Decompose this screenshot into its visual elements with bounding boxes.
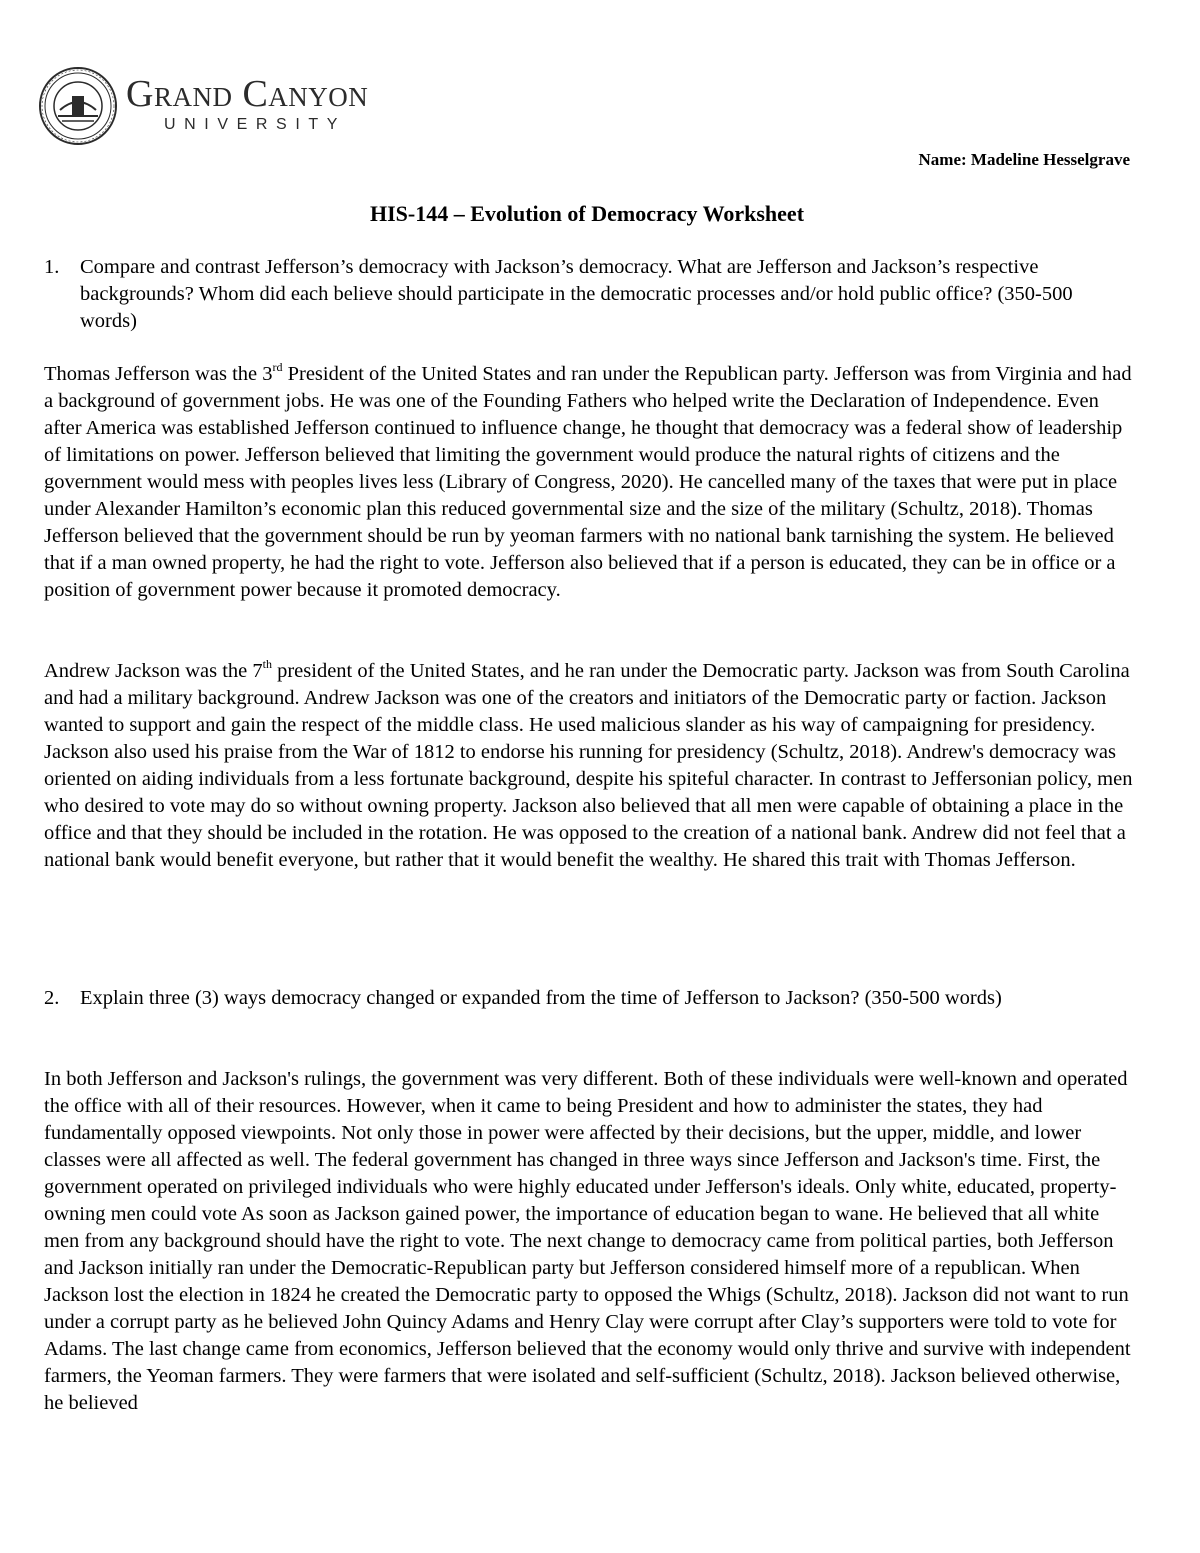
question-text: Compare and contrast Jefferson’s democracy with Jackson’s democracy. What are Jefferson and Jackson’s respective backgrounds? Whom did each believe should participate in the democratic processes and/or hold public office? (350-500 words) bbox=[80, 256, 1073, 332]
answer-paragraph-changes: In both Jefferson and Jackson's rulings, the government was very different. Both of these individuals were well-known and operated the office with all of their resources. However, when it came to being President and how to administer the states, they had fundamentally opposed viewpoints. Not only those in power were affected by their decisions, but the upper, middle, and lower classes were all affected as well. The federal government has changed in three ways since Jefferson and Jackson's time. First, the government operated on privileged individuals who were highly educated under Jefferson's ideals. Only white, educated, property-owning men could vote As soon as Jackson gained power, the importance of education began to wane. He believed that all white men from any background should have the right to vote. The next change to democracy came from political parties, both Jefferson and Jackson initially ran under the Democratic-Republican party but Jefferson considered himself more of a republican. When Jackson lost the election in 1824 he created the Democratic party to opposed the Whigs (Schultz, 2018). Jackson did not want to run under a corrupt party as he believed John Quincy Adams and Henry Clay were corrupt after Clay’s supporters were told to vote for Adams. The last change came from economics, Jefferson believed that the economy would only thrive and survive with independent farmers, the Yeoman farmers. They were farmers that were isolated and self-sufficient (Schultz, 2018). Jackson believed otherwise, he believed bbox=[44, 1068, 1131, 1414]
logo-wordmark-line2: UNIVERSITY bbox=[164, 116, 347, 133]
logo-wordmark-line1: Grand Canyon bbox=[126, 73, 369, 115]
question-number: 2. bbox=[44, 987, 60, 1009]
question-number: 1. bbox=[44, 256, 60, 278]
question-text: Explain three (3) ways democracy changed or expanded from the time of Jefferson to Jackson? (350-500 words) bbox=[80, 987, 1002, 1009]
student-name: Name: Madeline Hesselgrave bbox=[918, 150, 1130, 169]
answer-paragraph-jefferson: Thomas Jefferson was the 3rd President of the United States and ran under the Republican party. Jefferson was from Virginia and had a background of government jobs. He was one of the Founding Fathers who helped write the Declaration of Independence. Even after America was established Jefferson continued to influence change, he thought that democracy was a federal show of leadership of limitations on power. Jefferson believed that limiting the government would produce the natural rights of citizens and the government would mess with peoples lives less (Library of Congress, 2020). He cancelled many of the taxes that were put in place under Alexander Hamilton’s economic plan this reduced governmental size and the size of the military (Schultz, 2018). Thomas Jefferson believed that the government should be run by yeoman farmers with no national bank tarnishing the system. He believed that if a man owned property, he had the right to vote. Jefferson also believed that if a person is educated, they can be in office or a position of government power because it promoted democracy. bbox=[44, 360, 1132, 601]
answer-paragraph-jackson: Andrew Jackson was the 7th president of the United States, and he ran under the Democratic party. Jackson was from South Carolina and had a military background. Andrew Jackson was one of the creators and initiators of the Democratic party or faction. Jackson wanted to support and gain the respect of the middle class. He used malicious slander as his way of campaigning for presidency. Jackson also used his praise from the War of 1812 to endorse his running for presidency (Schultz, 2018). Andrew's democracy was oriented on aiding individuals from a less fortunate background, despite his spiteful character. In contrast to Jeffersonian policy, men who desired to vote may do so without owning property. Jackson also believed that all men were capable of obtaining a place in the office and that they should be included in the rotation. He was opposed to the creation of a national bank. Andrew did not feel that a national bank would benefit everyone, but rather that it would benefit the wealthy. He shared this trait with Thomas Jefferson. bbox=[44, 657, 1133, 871]
question-2 bbox=[44, 985, 1114, 1012]
question-1 bbox=[44, 254, 1114, 335]
university-seal-icon bbox=[38, 66, 118, 146]
worksheet-title: HIS-144 – Evolution of Democracy Worksheet bbox=[369, 201, 805, 226]
university-logo bbox=[38, 66, 368, 146]
